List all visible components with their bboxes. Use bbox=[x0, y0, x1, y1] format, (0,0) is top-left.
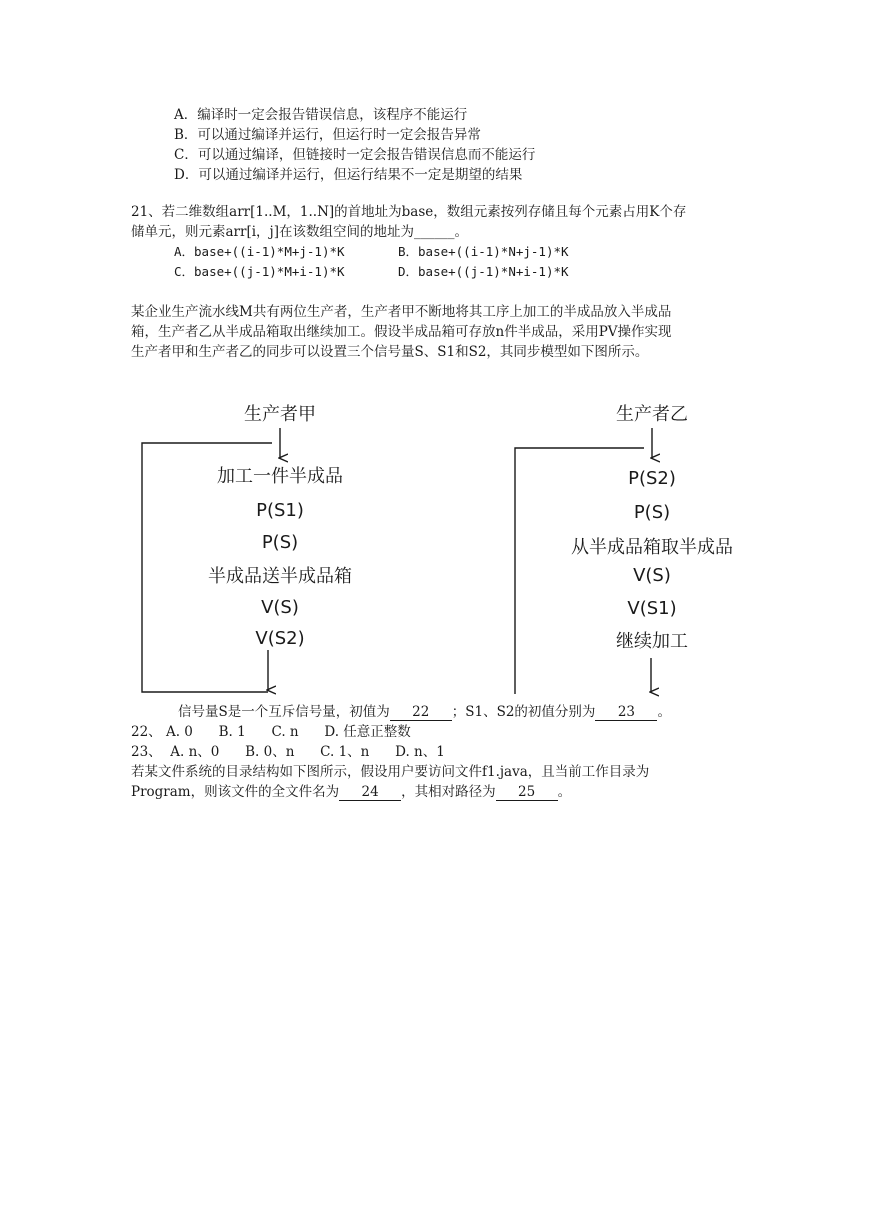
producer-b-step-4: V(S) bbox=[633, 565, 671, 586]
q21-option-c: C．base+((j-1)*M+i-1)*K bbox=[174, 264, 345, 279]
q21-stem-line2: 储单元，则元素arr[i，j]在该数组空间的地址为______。 bbox=[131, 224, 468, 240]
blank-23: 23 bbox=[595, 704, 657, 721]
q24-25-line2 bbox=[131, 782, 571, 802]
producer-b-step-6: 继续加工 bbox=[616, 631, 688, 652]
producer-b-step-1: P(S2) bbox=[628, 468, 676, 489]
producer-b-loop-line bbox=[515, 448, 644, 694]
blank-24: 24 bbox=[339, 784, 401, 801]
producer-b-title: 生产者乙 bbox=[616, 404, 688, 425]
producer-a-flow bbox=[142, 404, 352, 692]
pv-intro-line2: 箱，生产者乙从半成品箱取出继续加工。假设半成品箱可存放n件半成品，采用PV操作实现 bbox=[131, 324, 672, 340]
q20-option-c: C．可以通过编译，但链接时一定会报告错误信息而不能运行 bbox=[174, 147, 536, 163]
producer-a-step-4: 半成品送半成品箱 bbox=[208, 566, 352, 587]
blank-25: 25 bbox=[496, 784, 558, 801]
q24-25-line1: 若某文件系统的目录结构如下图所示，假设用户要访问文件f1.java，且当前工作目录为 bbox=[131, 764, 650, 780]
q22-options: 22、 A. 0 B. 1 C. n D. 任意正整数 bbox=[131, 724, 411, 740]
pv-intro-line1: 某企业生产流水线M共有两位生产者，生产者甲不断地将其工序上加工的半成品放入半成品 bbox=[131, 304, 672, 320]
q20-option-d: D．可以通过编译并运行，但运行结果不一定是期望的结果 bbox=[174, 167, 523, 183]
q23-options: 23、 A. n、0 B. 0、n C. 1、n D. n、1 bbox=[131, 744, 445, 760]
q20-option-a: A．编译时一定会报告错误信息，该程序不能运行 bbox=[174, 107, 468, 123]
q22-23-stem bbox=[178, 702, 671, 722]
producer-a-step-6: V(S2) bbox=[255, 628, 305, 649]
q22-23-stem-pre: 信号量S是一个互斥信号量，初值为 bbox=[178, 704, 390, 720]
q22-23-stem-end: 。 bbox=[657, 704, 671, 720]
producer-b-step-5: V(S1) bbox=[627, 598, 677, 619]
blank-22: 22 bbox=[390, 704, 452, 721]
pv-intro-line3: 生产者甲和生产者乙的同步可以设置三个信号量S、S1和S2，其同步模型如下图所示。 bbox=[131, 344, 649, 360]
q21-option-a: A．base+((i-1)*M+j-1)*K bbox=[174, 244, 345, 259]
q20-option-b: B．可以通过编译并运行，但运行时一定会报告异常 bbox=[174, 127, 481, 143]
q21-stem-line1: 21、若二维数组arr[1..M，1..N]的首地址为base，数组元素按列存储且每个元素占用K个存 bbox=[131, 204, 687, 220]
producer-b-step-3: 从半成品箱取半成品 bbox=[571, 537, 733, 558]
q21-option-d: D．base+((j-1)*N+i-1)*K bbox=[398, 264, 569, 279]
producer-b-flow bbox=[515, 404, 733, 694]
producer-a-step-2: P(S1) bbox=[256, 500, 304, 521]
producer-a-step-5: V(S) bbox=[261, 597, 299, 618]
q21-option-b: B．base+((i-1)*N+j-1)*K bbox=[398, 244, 569, 259]
producer-a-title: 生产者甲 bbox=[244, 404, 316, 425]
producer-a-step-1: 加工一件半成品 bbox=[217, 466, 343, 487]
producer-b-step-2: P(S) bbox=[633, 502, 671, 523]
q24-25-line2-end: 。 bbox=[557, 784, 572, 800]
q24-25-line2-pre: Program，则该文件的全文件名为 bbox=[131, 784, 340, 800]
q22-23-stem-mid: ；S1、S2的初值分别为 bbox=[451, 704, 596, 720]
q24-25-line2-mid: ，其相对路径为 bbox=[401, 784, 496, 800]
producer-a-step-3: P(S) bbox=[261, 532, 299, 553]
